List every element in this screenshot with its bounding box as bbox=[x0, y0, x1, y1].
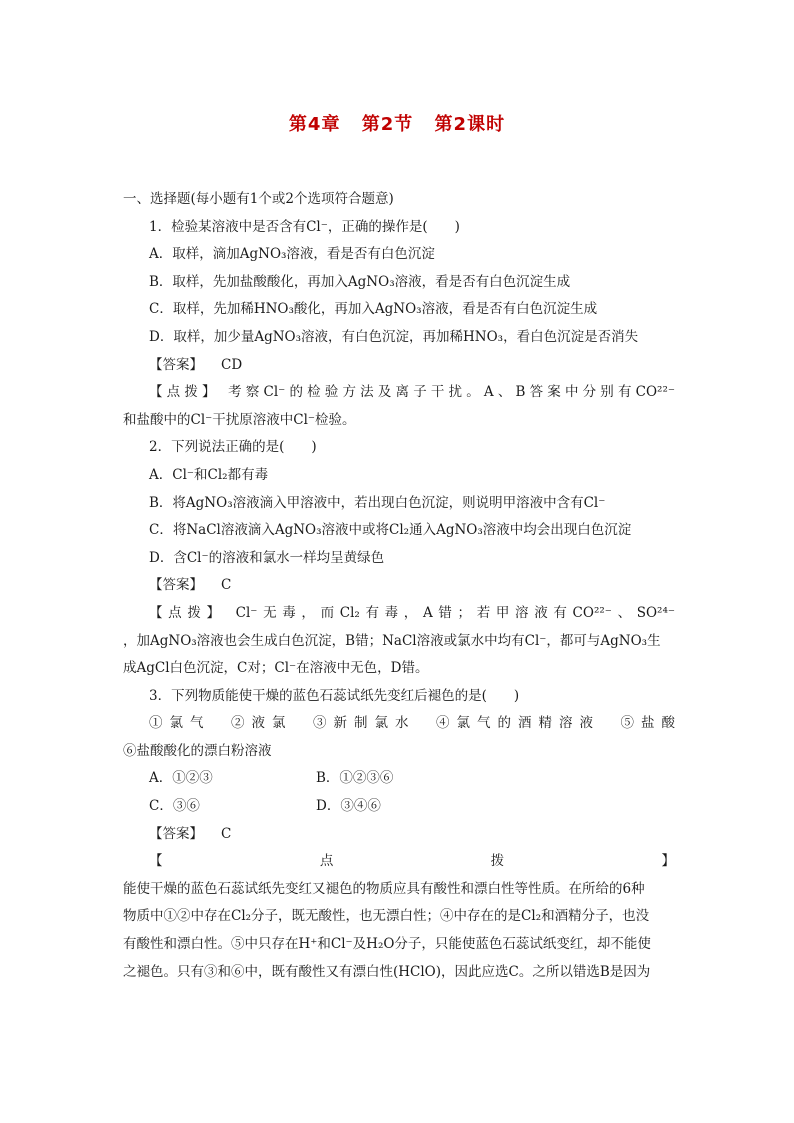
q1-hint-line-1 bbox=[123, 379, 675, 407]
q3-hint-line-4: 之褪色。只有③和⑥中，既有酸性又有漂白性(HClO)，因此应选C。之所以错选B是因为 bbox=[123, 963, 651, 980]
q2-hint-line-2: ，加AgNO₃溶液也会生成白色沉淀，B错；NaCl溶液或氯水中均有Cl⁻，都可与AgNO₃生 bbox=[123, 632, 661, 649]
q2-option-c: C．将NaCl溶液滴入AgNO₃溶液中或将Cl₂通入AgNO₃溶液中均会出现白色沉淀 bbox=[149, 522, 632, 539]
q3-hint-line-2: 物质中①②中存在Cl₂分子，既无酸性，也无漂白性；④中存在的是Cl₂和酒精分子，也没 bbox=[123, 908, 650, 925]
q3-options-row-1 bbox=[123, 765, 675, 793]
q2-option-b: B．将AgNO₃溶液滴入甲溶液中，若出现白色沉淀，则说明甲溶液中含有Cl⁻ bbox=[149, 494, 606, 511]
q2-stem: 2．下列说法正确的是( ) bbox=[149, 439, 317, 456]
q3-option-b: B．①②③⑥ bbox=[316, 770, 394, 787]
q1-option-d: D．取样，加少量AgNO₃溶液，有白色沉淀，再加稀HNO₃，看白色沉淀是否消失 bbox=[149, 328, 639, 345]
q3-option-a: A．①②③ bbox=[149, 770, 213, 787]
q3-option-c: C．③⑥ bbox=[149, 798, 200, 815]
q3-answer bbox=[123, 821, 675, 849]
q1-stem: 1．检验某溶液中是否含有Cl⁻，正确的操作是( ) bbox=[149, 218, 460, 235]
q1-option-a: A．取样，滴加AgNO₃溶液，看是否有白色沉淀 bbox=[149, 246, 435, 263]
q1-option-b: B．取样，先加盐酸酸化，再加入AgNO₃溶液，看是否有白色沉淀生成 bbox=[149, 273, 571, 290]
q2-option-d: D．含Cl⁻的溶液和氯水一样均呈黄绿色 bbox=[149, 549, 385, 566]
q3-items-line-2: ⑥盐酸酸化的漂白粉溶液 bbox=[123, 742, 272, 759]
q1-hint-line-2: 和盐酸中的Cl⁻干扰原溶液中Cl⁻检验。 bbox=[123, 411, 356, 428]
answer-label: 【答案】 bbox=[149, 825, 203, 842]
answer-label: 【答案】 bbox=[149, 577, 203, 594]
hint-label: 【点拨】 bbox=[149, 384, 220, 401]
q3-hint-label-line: 【点拨】 bbox=[149, 853, 675, 870]
q2-hint-line-1 bbox=[123, 600, 675, 628]
q1-answer bbox=[123, 352, 675, 380]
q2-hint-line-3: 成AgCl白色沉淀，C对；Cl⁻在溶液中无色，D错。 bbox=[123, 660, 429, 677]
hint-label: 【点拨】 bbox=[149, 604, 226, 621]
answer-value: CD bbox=[221, 356, 243, 373]
q1-option-c: C．取样，先加稀HNO₃酸化，再加入AgNO₃溶液，看是否有白色沉淀生成 bbox=[149, 301, 598, 318]
q2-option-a: A．Cl⁻和Cl₂都有毒 bbox=[149, 466, 269, 483]
title-chapter: 第4章 bbox=[288, 114, 341, 135]
answer-value: C bbox=[221, 825, 232, 842]
page-title bbox=[0, 110, 794, 136]
document-body bbox=[123, 186, 675, 986]
q3-hint-line-1: 能使干燥的蓝色石蕊试纸先变红又褪色的物质应具有酸性和漂白性等性质。在所给的6种 bbox=[123, 880, 645, 897]
q3-hint-line-3: 有酸性和漂白性。⑤中只存在H⁺和Cl⁻及H₂O分子，只能使蓝色石蕊试纸变红，却不能使 bbox=[123, 936, 651, 953]
section-heading: 一、选择题(每小题有1个或2个选项符合题意) bbox=[123, 191, 394, 207]
hint-text: Cl⁻无毒，而Cl₂有毒，A错；若甲溶液有CO²²⁻、SO²⁴⁻ bbox=[235, 604, 675, 621]
title-lesson: 第2课时 bbox=[434, 114, 506, 135]
q3-stem: 3．下列物质能使干燥的蓝色石蕊试纸先变红后褪色的是( ) bbox=[149, 687, 520, 704]
answer-label: 【答案】 bbox=[149, 356, 203, 373]
answer-value: C bbox=[221, 577, 232, 594]
title-section: 第2节 bbox=[361, 114, 414, 135]
q3-items-line-1: ①氯气 ②液氯 ③新制氯水 ④氯气的酒精溶液 ⑤盐酸 bbox=[149, 715, 675, 732]
q2-answer bbox=[123, 572, 675, 600]
q3-option-d: D．③④⑥ bbox=[316, 798, 381, 815]
hint-text: 考察Cl⁻的检验方法及离子干扰。A、B答案中分别有CO²²⁻ bbox=[228, 384, 675, 401]
q3-options-row-2 bbox=[123, 793, 675, 821]
